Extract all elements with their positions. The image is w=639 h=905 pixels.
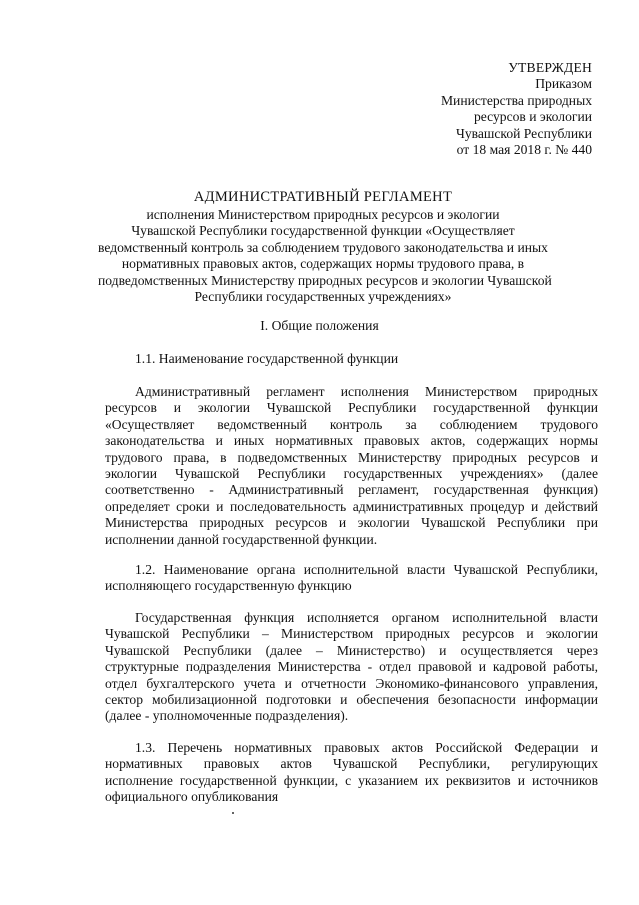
approval-line: от 18 мая 2018 г. № 440 [456,142,592,158]
text-line: (далее - уполномоченные подразделения). [105,708,349,724]
paragraph-1-1 [105,384,598,548]
text-line: определяет сроки и последовательность административных процедур и действий [105,498,598,514]
text-line: Министерства природных ресурсов и экологии Чувашской Республики при [105,515,598,531]
heading-line: исполняющего государственную функцию [105,578,352,594]
heading-line: нормативных правовых актов Чувашской Республики, регулирующих [105,756,598,772]
text-line: законодательства и иных нормативных правовых актов, содержащих нормы [105,433,598,449]
text-line: экологии Чувашской Республики государственных учреждениях» (далее [105,466,598,482]
title-line: ведомственный контроль за соблюдением трудового законодательства и иных [98,239,548,255]
subsection-heading-1-3 [105,740,598,806]
text-line: исполнении данной государственной функции. [105,531,378,547]
heading-line: 1.3. Перечень нормативных правовых актов Российской Федерации и [135,740,598,755]
text-line: структурные подразделения Министерства - отдел правовой и кадровой работы, [105,659,598,675]
title-line: Чувашской Республики государственной функции «Осуществляет [131,223,515,239]
text-line: Государственная функция исполняется органом исполнительной власти [135,610,598,625]
document-title [98,188,552,305]
text-line: соответственно - Административный регламент, государственная функция) [105,482,598,498]
text-line: трудового права, в подведомственных Министерству природных ресурсов и [105,449,598,465]
heading-line: 1.2. Наименование органа исполнительной власти Чувашской Республики, [135,562,598,577]
text-line: Административный регламент исполнения Министерством природных [135,384,598,399]
scan-speck [232,812,234,814]
text-line: Чувашской Республики – Министерством природных ресурсов и экологии [105,626,598,642]
title-main: АДМИНИСТРАТИВНЫЙ РЕГЛАМЕНТ [193,189,453,205]
text-line: «Осуществляет ведомственный контроль за соблюдением трудового [105,416,598,432]
text-line: Чувашской Республики (далее – Министерство) и осуществляется через [105,642,598,658]
heading-line: исполнение государственной функции, с указанием их реквизитов и источников [105,772,598,788]
section-heading: I. Общие положения [260,318,379,333]
approval-line: Министерства природных [440,92,592,108]
approval-block [332,60,592,158]
paragraph-1-2 [105,610,598,725]
title-line: нормативных правовых актов, содержащих нормы трудового права, в [121,256,525,272]
heading-line: официального опубликования [105,789,279,805]
approval-line: ресурсов и экологии [473,109,592,125]
title-line: Республики государственных учреждениях» [194,289,452,305]
title-line: подведомственных Министерству природных ресурсов и экологии Чувашской [98,272,552,288]
text-line: ресурсов и экологии Чувашской Республики государственной функции [105,400,598,416]
title-line: исполнения Министерством природных ресурсов и экологии [146,207,500,222]
approval-line: Приказом [535,76,592,92]
subsection-heading-1-1: 1.1. Наименование государственной функции [135,351,399,366]
approval-line: Чувашской Республики [456,125,592,141]
subsection-heading-1-2 [105,562,598,595]
approval-stamp: УТВЕРЖДЕН [508,60,592,75]
text-line: сектор мобилизационной подготовки и обеспечения безопасности информации [105,692,598,708]
text-line: отдел бухгалтерского учета и отчетности Экономико-финансового управления, [105,675,598,691]
